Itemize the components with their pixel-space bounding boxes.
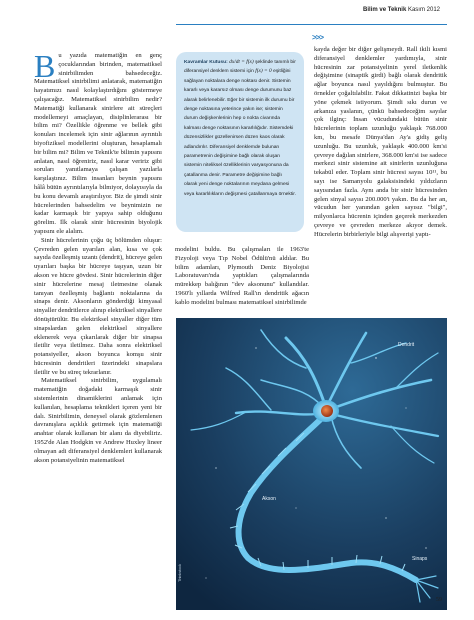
magazine-title: [363, 7, 440, 13]
label-dendrite: Dendrit: [398, 342, 415, 348]
paragraph-middle: modelini buldu. Bu çalışmaları ile 1963'te Fizyoloji veya Tıp Nobel Ödülü'nü aldılar. Bu bilim adamları, Plymouth Deniz Biyolojisi Laboratuvarı'nda yaptıkları çalışmalarında mürekkep balığının "dev aksonunu" kullandılar. 1960'lı yıllarda Wilfred Rall'ın dendritik ağacın kablo modelini bulması matematiksel sinirbilimde: [175, 246, 309, 306]
page-number: 59: [436, 597, 442, 603]
neuron-illustration: [176, 318, 447, 610]
label-synapse: Sinaps: [412, 556, 428, 562]
formula-equilibrium: f(x) = 0: [255, 68, 272, 75]
concepts-box-text-1: şeklinde tanımlı bir diferansiyel denklem sistemi için: [184, 60, 296, 75]
concepts-box: [176, 52, 304, 232]
magazine-name: Bilim ve Teknik: [363, 7, 407, 13]
paragraph-intro-text: u yazıda matematiğin en genç çocuklarından birinden, matematiksel sinirbilimden bahsedeceğiz. Matematiksel sinirbilimi anlatarak, matematiğin hayatımızı nasıl kolaylaştırdığını göstermeye çalışacağız. Matematiksel sinirbilim nedir? Matematiği kullanarak sinirlere ait süreçleri modellemeyi amaçlayan, disiplinlerarası bir bilim mi? Özellikle öğrenme ve bellek gibi konuları incelemek için sinir ağlarının ayrıntılı biyofiziksel modellerini oluşturan, hesaplamalı bir bilim mi? Bilim ve Teknik'te bilimin yapısını anlatan, nasıl öğreniriz, nasıl karar veririz gibi soruları yanıtlamaya çalışan yazılarla karşılaştınız. Bilim insanları beynin yapısını hâlâ bütün ayrıntılarıyla bilmiyor, dolayısıyla da bu konu devamlı araştırılıyor. Biz de şimdi sinir hücrelerinden bahsedelim ve beynimizin ne kadar karmaşık bir yapıya sahip olduğunu görelim. İlk olarak sinir hücresinin biyolojik yapısını ele alalım.: [34, 52, 162, 235]
paragraph-intro: [34, 52, 162, 237]
page-header: [0, 0, 474, 42]
neuron-drawing: [176, 318, 447, 610]
dropcap-letter: B: [34, 52, 56, 84]
article-middle-column: [175, 246, 309, 306]
header-divider: [176, 24, 447, 25]
concepts-box-text-2: eşitliğini sağlayan noktalara denge noktası denir. Sistemin kararlı veya kararsız olması denge durumunu baz alarak belirlenebilir. Eğer bir sistemin ilk durumu bir denge noktasına yeterince yakın ise; sistemin durum değişkenlerinin hep o nokta civarında kalması denge noktasının kararlılığıdır. Sistemdeki düzensizlikler güzellenirsen düzen kaos olarak adlandırılır. Diferansiyel denklemde bulunan parametrenin değişimine bağlı olarak oluşan sistemin niteliksel özelliklerinin varyasyonuna da çatallanma denir. Parametre değişimine bağlı olarak yeni denge noktalarının meydana gelmesi veya kararlılıkların değişmesi çatallanmaya örnektir.: [184, 69, 296, 197]
paragraph-right: kayda değer bir diğer gelişmeydi. Rall ikili kısmi diferansiyel denklemler yardımıyla, sinir hücresinin zar potansiyelinin yerel iletkenlik değişimine (sinaptik girdi) bağlı olarak dendritik ağlar boyunca nasıl yayıldığını bulmuştur. Bu örnekler çoğaltılabilir. Fakat dikkatinizi başka bir yöne çekmek istiyorum. Şimdi sıkı durun ve arkanıza yaslanın, çünkü bahsedeceğim sayılar çok ilginç: İnsan vücudundaki bütün sinir hücrelerinin toplam uzunluğu yaklaşık 768.000 km, bu mesafe Dünya'dan Ay'a gidiş geliş uzunluğu. Bu uzunluk, yaklaşık 400.000 km'si çevreye dağılan sinirlere, 368.000 km'si ise sadece merkezi sinir sistemine ait sinirlerin uzunluğuna tekabül eder. Toplam sinir hücresi sayısı 10¹¹, bu sayı ise Samanyolu galaksisindeki yıldızların sayısından fazla. Aynı anda bir sinir hücresinden gelen sinyal sayısı 200.000'i yakın. Bu da her an, vücudun her yanından gelen sayısız "bilgi", milyonlarca hücrenin içinden geçerek merkezden çevreye ve çevreden merkeze akıyor demek. Hücrelerin birbirleriyle bilgi alışverişi yaptı-: [314, 46, 447, 238]
article-left-column: [34, 52, 162, 607]
issue-date: Kasım 2012: [407, 7, 440, 13]
article-right-column: [314, 46, 447, 309]
formula-differential: dx/dt = f(x): [229, 59, 254, 65]
paragraph-neuron-structure: Sinir hücrelerinin çoğu üç bölümden oluşur: Çevreden gelen uyarıları alan, kısa ve çok sayıda özelleşmiş uzantı (dendrit), hücreye gelen uyarıları başka bir hücreye taşıyan, uzun bir akson ve hücre gövdesi. Sinir hücrelerinin diğer sinir hücrelerine mesaj iletmesine olanak tanıyan özelleşmiş bağlantı noktalarına da sinaps denir. Aksonların gönderdiği kimyasal sinyaller dendritlerce alınıp elektriksel sinyallere dönüştürülür. Bu elektriksel sinyaller diğer tüm sinapslardan gelen elektriksel sinyallere eklenerek veya çıkarılarak diğer bir sinapsa iletilir veya iletilmez. Daha sonra elektriksel potansiyeller, akson boyunca komşu sinir hücresinin dendritleri üzerindeki sinapslara iletilir ve bu süreç tekrarlanır.: [34, 236, 162, 376]
label-axon: Akson: [262, 496, 276, 502]
paragraph-math-neuroscience: Matematiksel sinirbilim, uygulamalı matematiğin doğadaki karmaşık sinir sistemlerinin dinamiklerini anlamak için kullanılan, hesaplama teknikleri içeren yeni bir dalı. Sinirbilimin, deneysel olarak gözlemlenen davranışlara açıklık getirmek için matematiği anahtar olarak kullanan bir alanı da diyebiliriz. 1952'de Alan Hodgkin ve Andrew Huxley lineer olmayan adi diferansiyel denklemleri kullanarak akson potansiyelinin matematiksel: [34, 377, 162, 464]
nucleus: [321, 405, 333, 417]
concepts-box-title: Kavramlar Kutusu:: [184, 60, 228, 65]
image-credit: Thinkstock: [178, 563, 182, 582]
header-arrows: >>>: [312, 33, 324, 42]
